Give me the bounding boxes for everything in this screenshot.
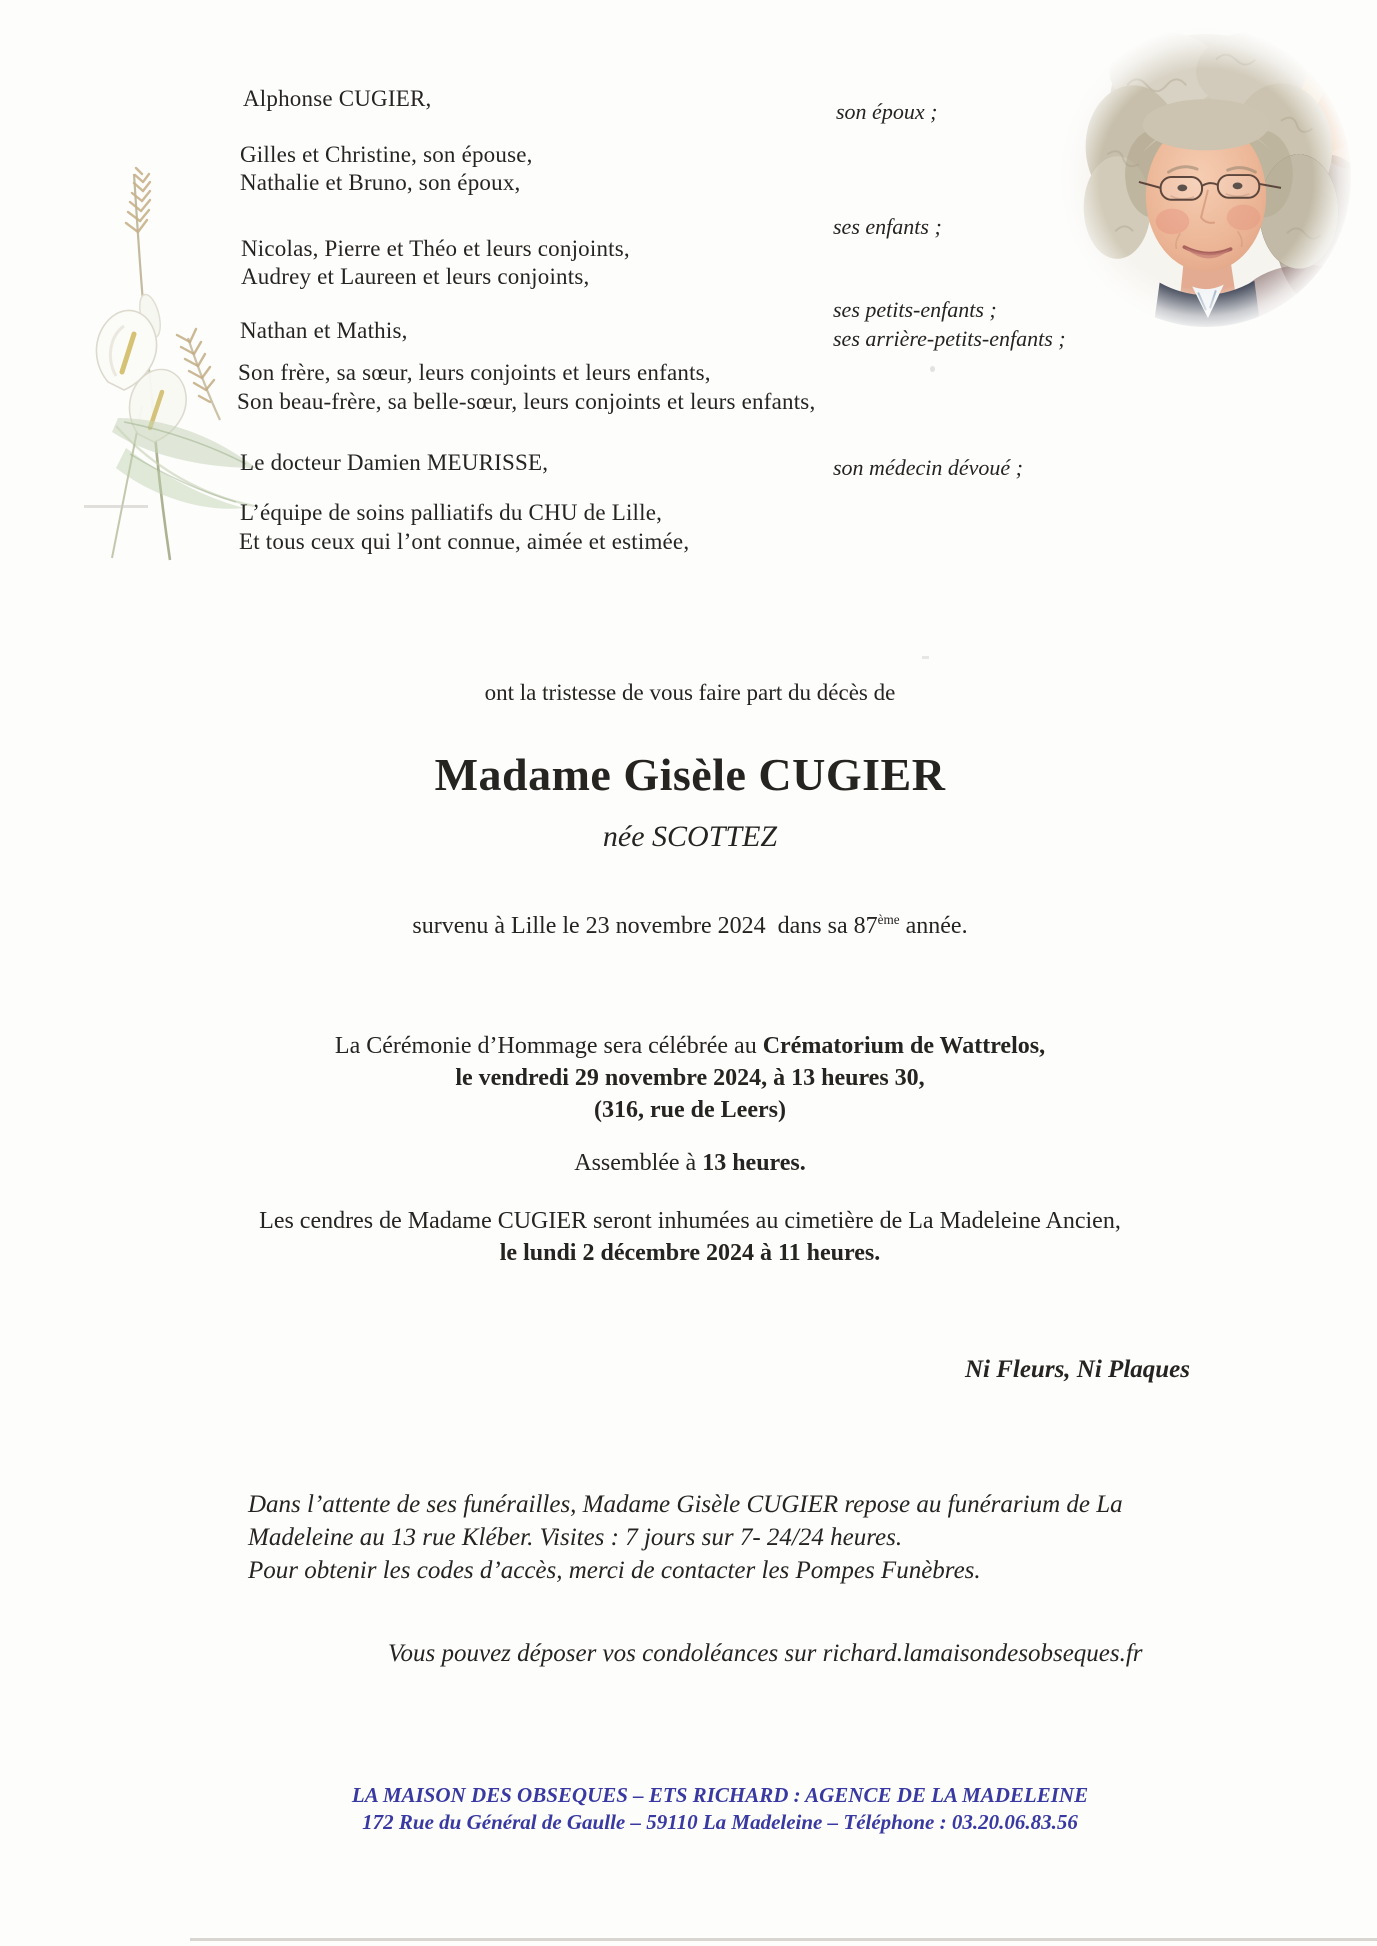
mourner-line-husband: Alphonse CUGIER,	[243, 86, 432, 111]
announcement-intro: ont la tristesse de vous faire part du décès de	[484, 680, 896, 705]
ceremony-line-1	[40, 1033, 1340, 1060]
footer-line-1: LA MAISON DES OBSEQUES – ETS RICHARD : AGENCE DE LA MADELEINE	[351, 1783, 1089, 1807]
ceremony-location: Crématorium de Wattrelos,	[762, 1033, 1046, 1059]
mourner-line-care-team: L’équipe de soins palliatifs du CHU de Lille,	[240, 500, 663, 525]
funerarium-line-3: Pour obtenir les codes d’accès, merci de contacter les Pompes Funèbres.	[248, 1557, 981, 1584]
portrait-icon	[1058, 26, 1354, 332]
relation-label-grandchildren: ses petits-enfants ;	[833, 297, 997, 322]
deceased-photo	[1058, 26, 1354, 332]
death-date: survenu à Lille le 23 novembre 2024	[412, 913, 766, 939]
mourner-line-child-1: Gilles et Christine, son épouse,	[240, 142, 533, 167]
condolences-line: Vous pouvez déposer vos condoléances sur richard.lamaisondesobseques.fr	[388, 1640, 1143, 1667]
mourner-line-siblings-2: Son beau-frère, sa belle-sœur, leurs conjoints et leurs enfants,	[237, 389, 816, 414]
assembly-regular: Assemblée à	[574, 1150, 703, 1176]
deceased-name: Madame Gisèle CUGIER	[434, 749, 946, 800]
funerarium-line-1: Dans l’attente de ses funérailles, Madame Gisèle CUGIER repose au funérarium de La	[248, 1491, 1123, 1518]
funeral-home-footer	[290, 1782, 1150, 1836]
footer-line-2: 172 Rue du Général de Gaulle – 59110 La Madeleine – Téléphone : 03.20.06.83.56	[362, 1810, 1078, 1834]
scan-bottom-edge-line	[190, 1938, 1377, 1941]
maiden-name: née SCOTTEZ	[602, 820, 778, 853]
relation-label-children: ses enfants ;	[833, 214, 942, 239]
death-details	[40, 912, 1340, 940]
mourner-line-everyone: Et tous ceux qui l’ont connue, aimée et estimée,	[239, 529, 690, 554]
death-age: dans sa 87	[777, 913, 878, 939]
mourner-line-child-2: Nathalie et Bruno, son époux,	[240, 170, 521, 195]
scan-artifact-speck	[922, 656, 929, 659]
funerarium-paragraph	[248, 1488, 1123, 1587]
mourner-line-grandchild-1: Nicolas, Pierre et Théo et leurs conjoints,	[241, 236, 630, 261]
relation-label-doctor: son médecin dévoué ;	[833, 455, 1023, 480]
relation-label-spouse: son époux ;	[836, 99, 938, 124]
scan-artifact-dash	[84, 505, 148, 508]
mourner-line-siblings-1: Son frère, sa sœur, leurs conjoints et leurs enfants,	[238, 360, 711, 385]
burial-line-1: Les cendres de Madame CUGIER seront inhumées au cimetière de La Madeleine Ancien,	[259, 1208, 1121, 1234]
death-age-suffix: année.	[905, 913, 968, 939]
mourner-line-grandchild-2: Audrey et Laureen et leurs conjoints,	[241, 264, 590, 289]
death-age-ordinal: ème	[877, 912, 900, 927]
relation-label-great-grandchildren: ses arrière-petits-enfants ;	[833, 326, 1066, 351]
assembly-line	[40, 1150, 1340, 1177]
assembly-time: 13 heures.	[702, 1150, 806, 1176]
ceremony-line-3: (316, rue de Leers)	[594, 1097, 786, 1123]
mourner-line-great-grandchildren: Nathan et Mathis,	[240, 318, 408, 343]
mourner-line-doctor: Le docteur Damien MEURISSE,	[240, 450, 549, 475]
ceremony-line-1-regular: La Cérémonie d’Hommage sera célébrée au	[334, 1033, 763, 1059]
ceremony-line-2: le vendredi 29 novembre 2024, à 13 heures 30,	[455, 1065, 925, 1091]
scan-artifact-dot	[930, 366, 935, 372]
funerarium-line-2: Madeleine au 13 rue Kléber. Visites : 7 jours sur 7- 24/24 heures.	[248, 1524, 903, 1551]
burial-line-2: le lundi 2 décembre 2024 à 11 heures.	[499, 1240, 881, 1266]
no-flowers-notice: Ni Fleurs, Ni Plaques	[964, 1356, 1190, 1383]
